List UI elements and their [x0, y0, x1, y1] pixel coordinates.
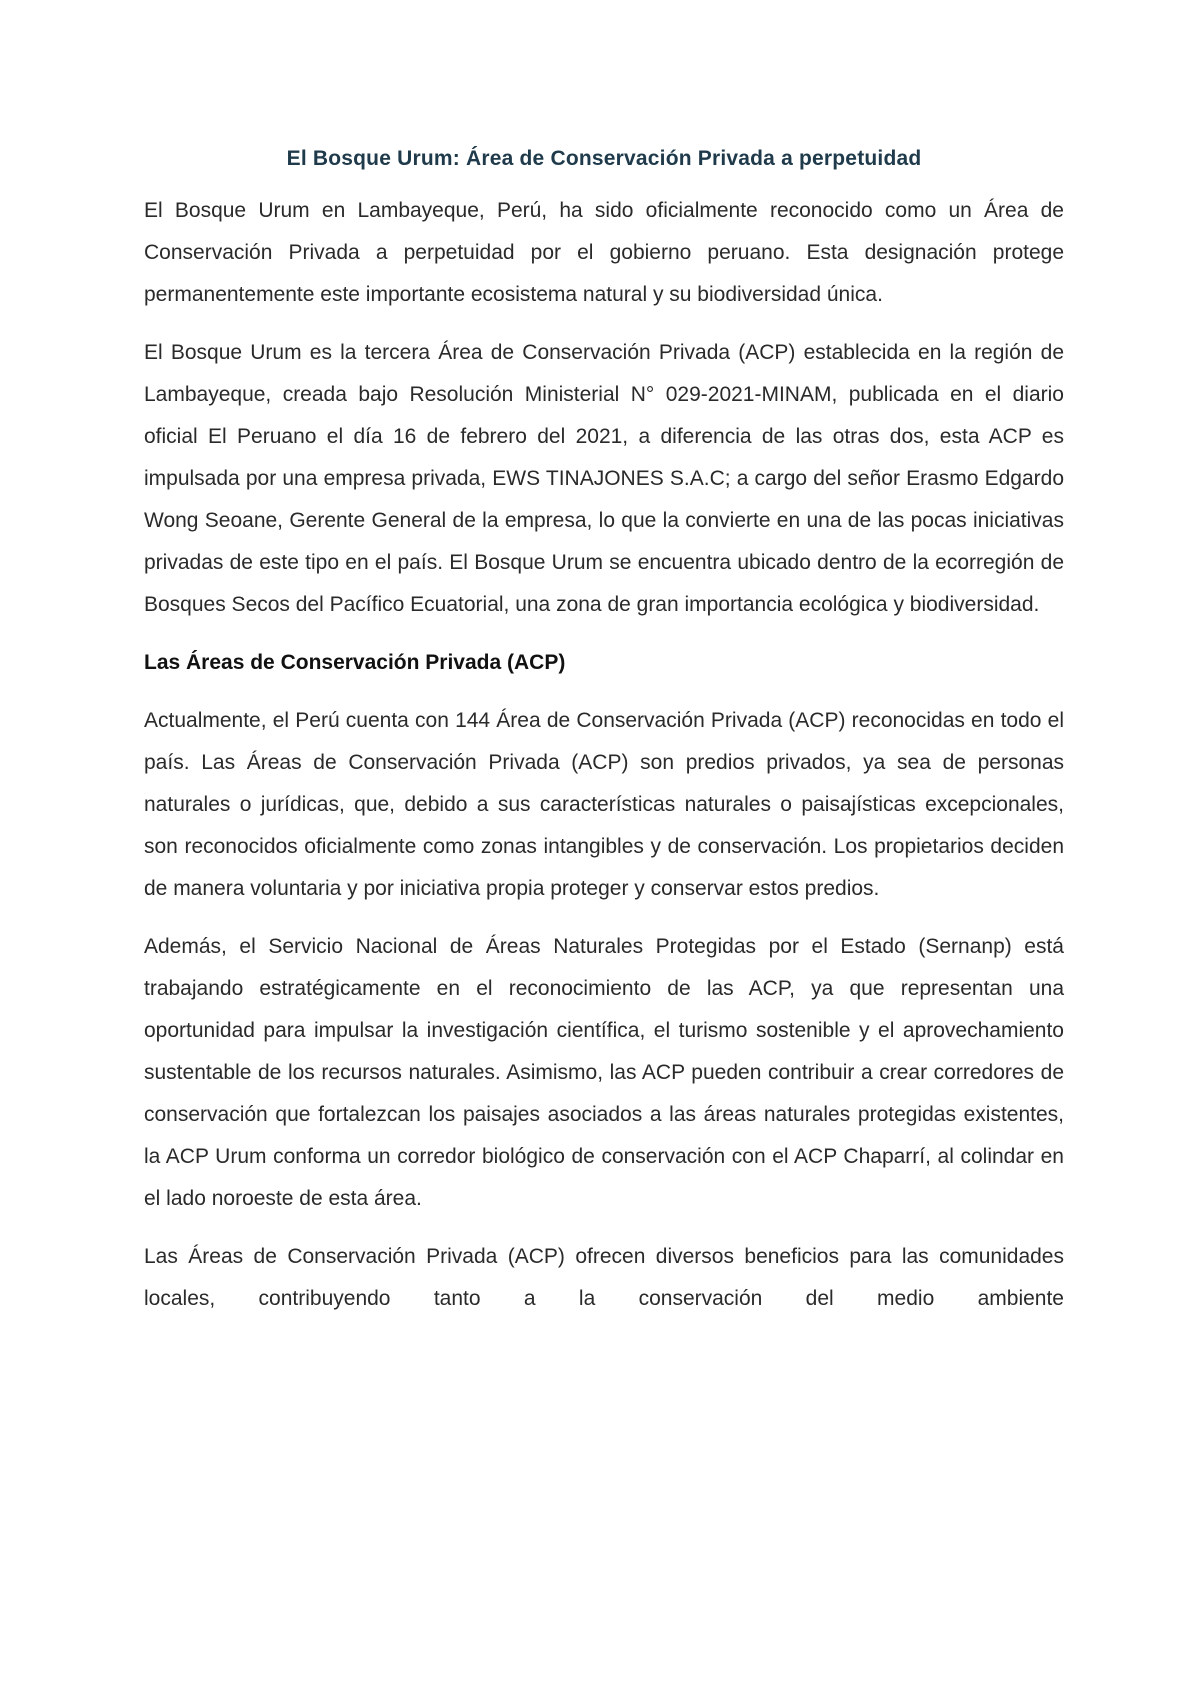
paragraph-section-1: Actualmente, el Perú cuenta con 144 Área de Conservación Privada (ACP) reconocidas en todo el país. Las Áreas de Conservación Privada (ACP) son predios privados, ya sea de personas naturales o jurídicas, que, debido a sus características naturales o paisajísticas excepcionales, son reconocidos oficialmente como zonas intangibles y de conservación. Los propietarios deciden de manera voluntaria y por iniciativa propia proteger y conservar estos predios.: [144, 709, 1064, 900]
paragraph-section-2: Además, el Servicio Nacional de Áreas Naturales Protegidas por el Estado (Sernanp) está trabajando estratégicamente en el reconocimiento de las ACP, ya que representan una oportunidad para impulsar la investigación científica, el turismo sostenible y el aprovechamiento sustentable de los recursos naturales. Asimismo, las ACP pueden contribuir a crear corredores de conservación que fortalezcan los paisajes asociados a las áreas naturales protegidas existentes, la ACP Urum conforma un corredor biológico de conservación con el ACP Chaparrí, al colindar en el lado noroeste de esta área.: [144, 935, 1064, 1210]
document-title: El Bosque Urum: Área de Conservación Privada a perpetuidad: [286, 147, 922, 170]
paragraph-intro-1: El Bosque Urum en Lambayeque, Perú, ha sido oficialmente reconocido como un Área de Conservación Privada a perpetuidad por el gobierno peruano. Esta designación protege permanentemente este importante ecosistema natural y su biodiversidad única.: [144, 199, 1064, 306]
section-heading: Las Áreas de Conservación Privada (ACP): [144, 651, 566, 674]
document-page: [144, 138, 1064, 1336]
paragraph-intro-2: El Bosque Urum es la tercera Área de Conservación Privada (ACP) establecida en la región de Lambayeque, creada bajo Resolución Ministerial N° 029-2021-MINAM, publicada en el diario oficial El Peruano el día 16 de febrero del 2021, a diferencia de las otras dos, esta ACP es impulsada por una empresa privada, EWS TINAJONES S.A.C; a cargo del señor Erasmo Edgardo Wong Seoane, Gerente General de la empresa, lo que la convierte en una de las pocas iniciativas privadas de este tipo en el país. El Bosque Urum se encuentra ubicado dentro de la ecorregión de Bosques Secos del Pacífico Ecuatorial, una zona de gran importancia ecológica y biodiversidad.: [144, 341, 1064, 616]
paragraph-section-3: Las Áreas de Conservación Privada (ACP) ofrecen diversos beneficios para las comunidades locales, contribuyendo tanto a la conservación del medio ambiente: [144, 1245, 1064, 1310]
